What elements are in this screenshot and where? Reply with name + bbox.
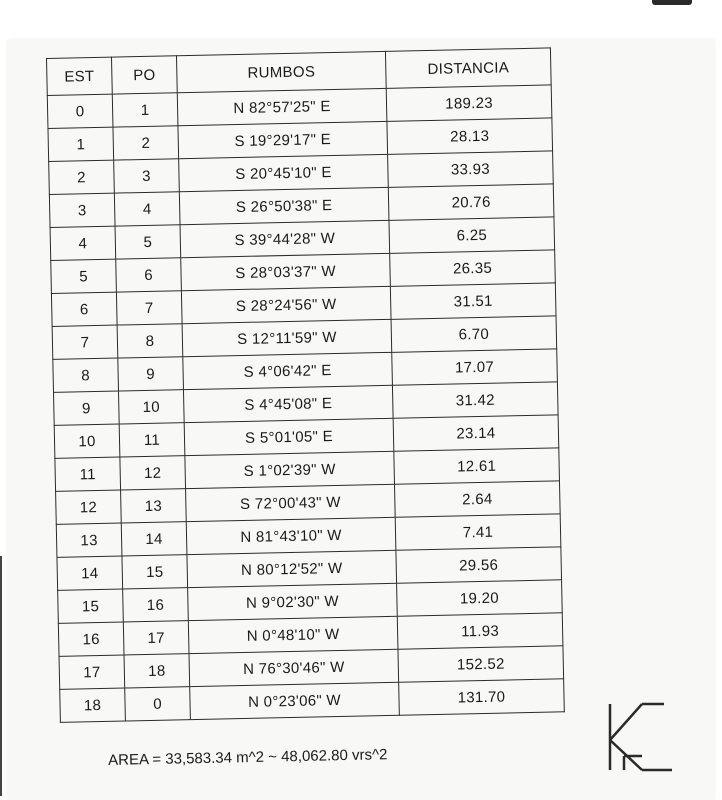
k-monogram-icon <box>604 700 676 774</box>
cell-distancia: 131.70 <box>399 679 565 715</box>
bearings-table-container <box>46 47 565 722</box>
cell-po: 6 <box>116 258 182 292</box>
cell-est: 5 <box>51 259 117 293</box>
cell-est: 9 <box>54 391 120 425</box>
cell-rumbo: N 76°30'46" W <box>189 649 399 686</box>
cell-po: 16 <box>123 588 189 622</box>
cell-po: 2 <box>113 126 179 160</box>
cell-po: 8 <box>117 324 183 358</box>
cell-est: 14 <box>57 556 123 590</box>
header-est: EST <box>47 57 113 95</box>
cell-po: 14 <box>121 522 187 556</box>
header-rumbos: RUMBOS <box>176 51 386 92</box>
cell-rumbo: N 82°57'25" E <box>177 88 387 125</box>
cell-est: 11 <box>55 457 121 491</box>
cell-rumbo: S 28°24'56" W <box>181 286 391 323</box>
cell-po: 11 <box>119 423 185 457</box>
cell-po: 18 <box>124 654 190 688</box>
cell-distancia: 23.14 <box>393 415 559 451</box>
cell-rumbo: S 28°03'37" W <box>181 253 391 290</box>
cell-est: 1 <box>48 127 114 161</box>
cell-est: 16 <box>58 622 124 656</box>
cell-po: 5 <box>115 225 181 259</box>
cell-po: 7 <box>116 291 182 325</box>
cell-est: 8 <box>53 358 119 392</box>
cell-distancia: 2.64 <box>395 481 561 517</box>
cell-rumbo: S 1°02'39" W <box>185 451 395 488</box>
cell-distancia: 152.52 <box>398 646 564 682</box>
corner-mark <box>652 0 692 5</box>
cell-rumbo: N 9°02'30" W <box>188 583 398 620</box>
cell-distancia: 12.61 <box>394 448 560 484</box>
cell-est: 13 <box>56 523 122 557</box>
cell-distancia: 6.70 <box>391 316 557 352</box>
cell-rumbo: S 72°00'43" W <box>186 484 396 521</box>
cell-po: 4 <box>114 192 180 226</box>
cell-rumbo: S 5°01'05" E <box>184 418 394 455</box>
cell-est: 15 <box>58 589 124 623</box>
cell-est: 6 <box>51 292 117 326</box>
cell-est: 7 <box>52 325 118 359</box>
cell-est: 10 <box>54 424 120 458</box>
cell-rumbo: S 12°11'59" W <box>182 319 392 356</box>
cell-po: 0 <box>125 687 191 721</box>
cell-rumbo: S 39°44'28" W <box>180 220 390 257</box>
cell-est: 4 <box>50 226 116 260</box>
cell-distancia: 29.56 <box>396 547 562 583</box>
cell-po: 1 <box>112 93 178 127</box>
cell-distancia: 7.41 <box>395 514 561 550</box>
cell-rumbo: S 19°29'17" E <box>178 121 388 158</box>
cell-rumbo: N 0°23'06" W <box>190 682 400 719</box>
cell-distancia: 11.93 <box>397 613 563 649</box>
cell-distancia: 6.25 <box>389 217 555 253</box>
header-distancia: DISTANCIA <box>385 48 551 88</box>
cell-distancia: 31.42 <box>392 382 558 418</box>
cell-est: 12 <box>56 490 122 524</box>
cell-distancia: 189.23 <box>386 85 552 121</box>
cell-po: 10 <box>118 390 184 424</box>
cell-distancia: 33.93 <box>388 151 554 187</box>
cell-est: 2 <box>49 160 115 194</box>
cell-rumbo: S 20°45'10" E <box>179 154 389 191</box>
cell-rumbo: N 81°43'10" W <box>186 517 396 554</box>
table-body <box>47 85 564 722</box>
cell-po: 3 <box>114 159 180 193</box>
cell-distancia: 20.76 <box>388 184 554 220</box>
cell-est: 17 <box>59 655 125 689</box>
cell-distancia: 28.13 <box>387 118 553 154</box>
cell-rumbo: S 4°06'42" E <box>183 352 393 389</box>
cell-rumbo: S 4°45'08" E <box>183 385 393 422</box>
bearings-table <box>46 47 565 722</box>
cell-rumbo: N 0°48'10" W <box>188 616 398 653</box>
cell-est: 18 <box>60 688 126 722</box>
header-po: PO <box>111 56 177 94</box>
cell-est: 0 <box>47 94 113 128</box>
page-edge-line <box>0 556 8 796</box>
cell-po: 12 <box>120 456 186 490</box>
cell-po: 9 <box>118 357 184 391</box>
cell-distancia: 31.51 <box>390 283 556 319</box>
cell-rumbo: S 26°50'38" E <box>179 187 389 224</box>
cell-distancia: 19.20 <box>397 580 563 616</box>
cell-po: 15 <box>122 555 188 589</box>
cell-distancia: 17.07 <box>392 349 558 385</box>
cell-rumbo: N 80°12'52" W <box>187 550 397 587</box>
cell-po: 17 <box>123 621 189 655</box>
cell-distancia: 26.35 <box>390 250 556 286</box>
cell-po: 13 <box>121 489 187 523</box>
cell-est: 3 <box>49 193 115 227</box>
area-summary: AREA = 33,583.34 m^2 ~ 48,062.80 vrs^2 <box>108 746 388 769</box>
